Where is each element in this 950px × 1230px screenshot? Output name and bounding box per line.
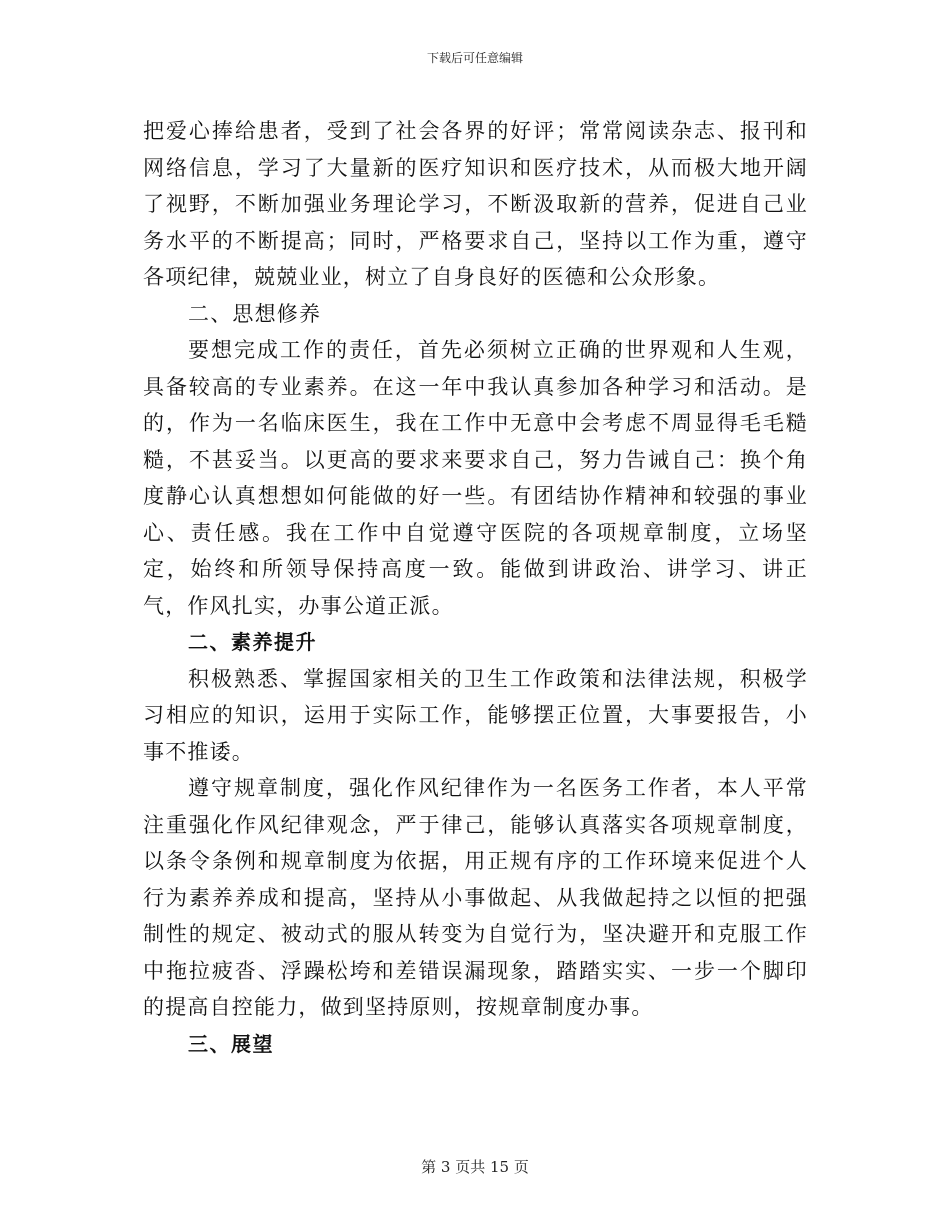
paragraph-policies: 积极熟悉、掌握国家相关的卫生工作政策和法律法规，积极学习相应的知识，运用于实际工作，能够摆正位置，大事要报告，小事不推诿。 <box>143 666 808 764</box>
page-header: 下载后可任意编辑 <box>426 51 523 65</box>
section-heading-quality-improvement: 二、素养提升 <box>188 630 317 654</box>
paragraph-medical-ethics: 把爱心捧给患者，受到了社会各界的好评；常常阅读杂志、报刊和网络信息，学习了大量新的医疗知识和医疗技术，从而极大地开阔了视野，不断加强业务理论学习，不断汲取新的营养，促进自己业务水平的不断提高；同时，严格要求自己，坚持以工作为重，遵守各项纪律，兢兢业业，树立了自身良好的医德和公众形象。 <box>143 119 808 289</box>
page-footer: 第 3 页共 15 页 <box>421 1158 529 1176</box>
section-heading-outlook: 三、展望 <box>188 1031 274 1056</box>
paragraph-discipline: 遵守规章制度，强化作风纪律作为一名医务工作者，本人平常注重强化作风纪律观念，严于律己，能够认真落实各项规章制度，以条令条例和规章制度为依据，用正规有序的工作环境来促进个人行为素养养成和提高，坚持从小事做起、从我做起持之以恒的把强制性的规定、被动式的服从转变为自觉行为，坚决避开和克服工作中拖拉疲沓、浮躁松垮和差错误漏现象，踏踏实实、一步一个脚印的提高自控能力，做到坚持原则，按规章制度办事。 <box>143 776 808 1019</box>
section-heading-ideology: 二、思想修养 <box>188 301 322 326</box>
document-body <box>143 113 808 1062</box>
paragraph-ideology: 要想完成工作的责任，首先必须树立正确的世界观和人生观，具备较高的专业素养。在这一年中我认真参加各种学习和活动。是的，作为一名临床医生，我在工作中无意中会考虑不周显得毛毛糙糙，不甚妥当。以更高的要求来要求自己，努力告诫自己：换个角度静心认真想想如何能做的好一些。有团结协作精神和较强的事业心、责任感。我在工作中自觉遵守医院的各项规章制度，立场坚定，始终和所领导保持高度一致。能做到讲政治、讲学习、讲正气，作风扎实，办事公道正派。 <box>143 338 808 618</box>
